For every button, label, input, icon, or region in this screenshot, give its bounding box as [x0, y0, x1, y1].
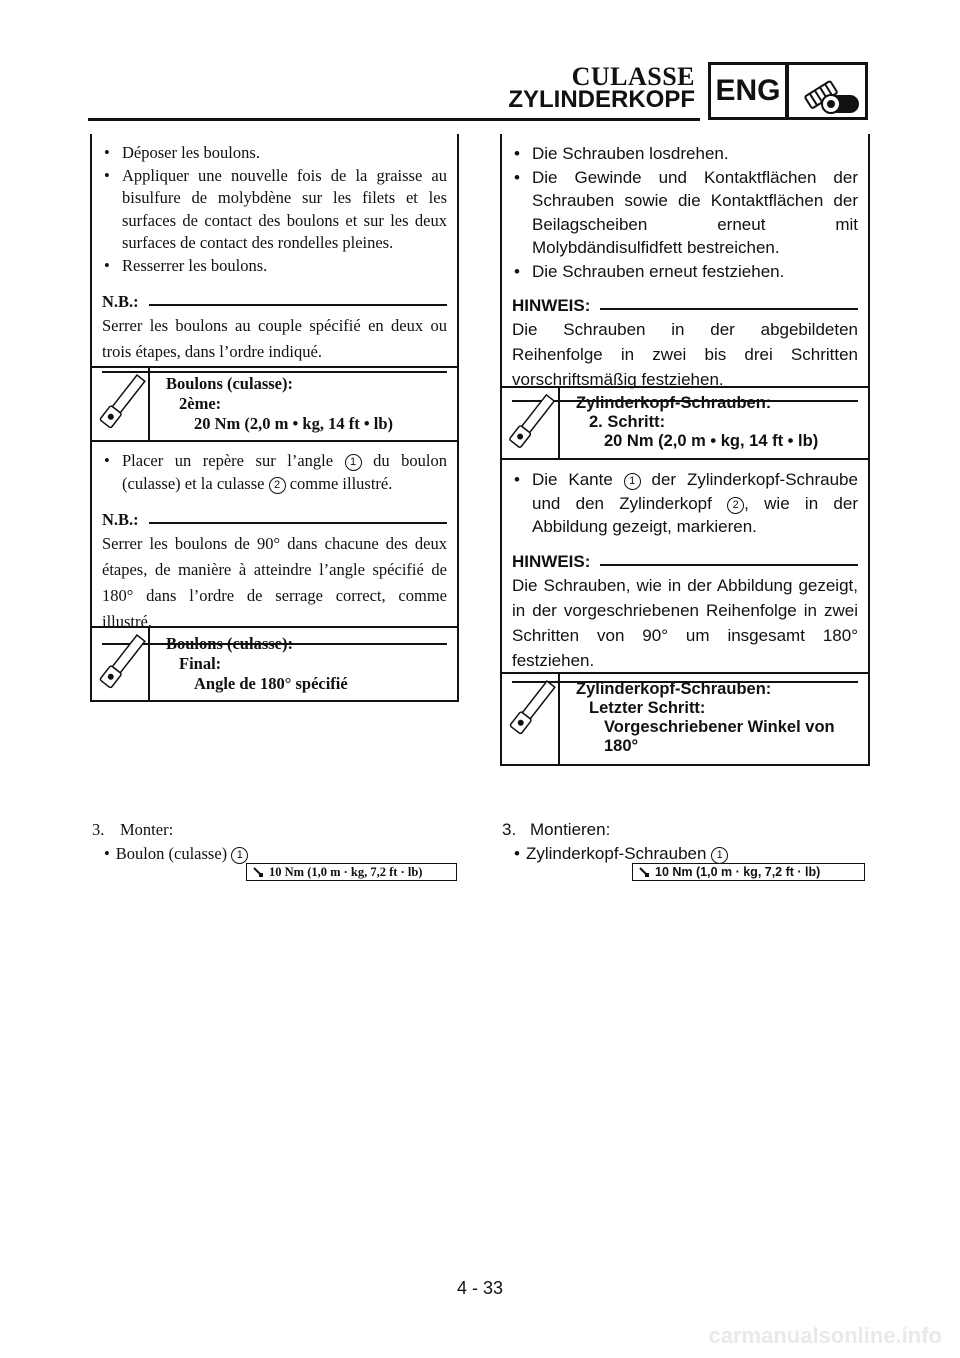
spec-value: 20 Nm (2,0 m • kg, 14 ft • lb) [194, 414, 393, 433]
section-fr-retighten [92, 134, 457, 368]
spec-label: Zylinderkopf-Schrauben: [576, 680, 772, 698]
engine-icon [786, 62, 868, 120]
section-de-mark [502, 460, 868, 674]
section-title-de: ZYLINDERKOPF [508, 86, 695, 113]
list-item: • Resserrer les boulons. [102, 255, 447, 278]
spec-label: Boulons (culasse): [166, 374, 293, 393]
note-de-2 [512, 551, 858, 683]
spec-label: Zylinderkopf-Schrauben: [576, 394, 772, 412]
note-label: HINWEIS: [512, 296, 591, 315]
watermark: carmanualsonline.info [708, 1323, 942, 1348]
torque-wrench-icon [92, 628, 150, 700]
step-item: Boulon (culasse) [115, 844, 228, 863]
note-fr-1 [102, 291, 447, 373]
callout-1-icon: 1 [624, 473, 641, 490]
step-title: Montieren: [530, 820, 611, 839]
page-number: 4 - 33 [456, 1278, 504, 1298]
callout-1-icon: 1 [231, 847, 248, 864]
step-title: Monter: [120, 820, 174, 839]
column-de [500, 134, 870, 766]
note-de-1 [512, 295, 858, 402]
note-text: Serrer les boulons de 90° dans chacune des deux étapes, de manière à atteindre l’angle spécifié de 180° dans l’ordre de serrage correct, comme illustré. [102, 534, 447, 631]
note-label: N.B.: [102, 292, 139, 311]
list-item: • Die Gewinde und Kontaktflächen der Schrauben sowie die Kontaktflächen der Beilagscheiben erneut mit Molybdändisulfidfett bestreichen. [512, 166, 858, 260]
step-item: Zylinderkopf-Schrauben [525, 844, 707, 863]
torque-wrench-icon [633, 864, 655, 880]
note-text: Die Schrauben, wie in der Abbildung gezeigt, in der vorgeschriebenen Reihenfolge in zwei Schritten von 90° um insgesamt 180° festziehen. [512, 575, 858, 670]
torque-spec-de-2 [502, 674, 868, 766]
torque-bar-de [632, 863, 865, 881]
torque-wrench-icon [502, 674, 560, 764]
bullet-list-fr-2 [102, 450, 447, 495]
step-number: 3. [92, 820, 105, 839]
spec-value: 20 Nm (2,0 m • kg, 14 ft • lb) [604, 432, 819, 450]
torque-spec-fr-1 [92, 368, 457, 442]
step-3-de: 3. Montieren: • Zylinderkopf-Schrauben 1 [502, 818, 728, 866]
section-de-retighten [502, 134, 868, 388]
note-label: HINWEIS: [512, 551, 591, 571]
torque-spec-fr-2 [92, 628, 457, 702]
spec-step: Final: [179, 654, 222, 673]
callout-2-icon: 2 [727, 497, 744, 514]
spec-value: Angle de 180° spécifié [194, 674, 348, 693]
callout-1-icon: 1 [345, 454, 362, 471]
list-item: • Déposer les boulons. [102, 142, 447, 165]
section-title-fr: CULASSE [571, 62, 695, 91]
torque-value: 10 Nm (1,0 m · kg, 7,2 ft · lb) [269, 864, 423, 879]
step-number: 3. [502, 820, 517, 839]
list-item: • Die Schrauben losdrehen. [512, 142, 858, 166]
torque-bar-fr [246, 863, 457, 881]
eng-badge: ENG [708, 62, 788, 120]
note-text: Die Schrauben in der abgebildeten Reihenfolge in zwei bis drei Schritten vorschriftsmäßig festziehen. [512, 320, 858, 389]
bullet-list-fr-1 [102, 142, 447, 277]
header-rule [88, 118, 700, 121]
callout-2-icon: 2 [269, 477, 286, 494]
spec-step: 2. Schritt: [589, 413, 666, 431]
spec-step: Letzter Schritt: [589, 699, 706, 717]
bullet-list-de-2 [512, 468, 858, 539]
spec-value: Vorgeschriebener Winkel von 180° [604, 718, 835, 755]
note-label: N.B.: [102, 510, 139, 529]
list-item: • Placer un repère sur l’angle 1 du boulon (culasse) et la culasse 2 comme illustré. [102, 450, 447, 495]
torque-spec-de-1 [502, 388, 868, 460]
note-text: Serrer les boulons au couple spécifié en deux ou trois étapes, dans l’ordre indiqué. [102, 316, 447, 361]
section-fr-mark [92, 442, 457, 631]
callout-1-icon: 1 [711, 847, 728, 864]
torque-wrench-icon [247, 864, 269, 880]
list-item: • Appliquer une nouvelle fois de la graisse au bisulfure de molybdène sur les filets et les surfaces de contact des boulons et sur les deux surfaces de contact des rondelles pleines. [102, 165, 447, 255]
step-3-fr: 3. Monter: • Boulon (culasse) 1 [92, 818, 248, 866]
bullet-list-de-1 [512, 142, 858, 283]
torque-value: 10 Nm (1,0 m · kg, 7,2 ft · lb) [655, 865, 821, 879]
column-fr [90, 134, 459, 702]
torque-wrench-icon [502, 388, 560, 458]
list-item: • Die Kante 1 der Zylinderkopf-Schraube und den Zylinderkopf 2 , wie in der Abbildung gezeigt, markieren. [512, 468, 858, 539]
list-item: • Die Schrauben erneut festziehen. [512, 260, 858, 284]
torque-wrench-icon [92, 368, 150, 440]
spec-step: 2ème: [179, 394, 222, 413]
spec-label: Boulons (culasse): [166, 634, 293, 653]
note-fr-2 [102, 509, 447, 645]
